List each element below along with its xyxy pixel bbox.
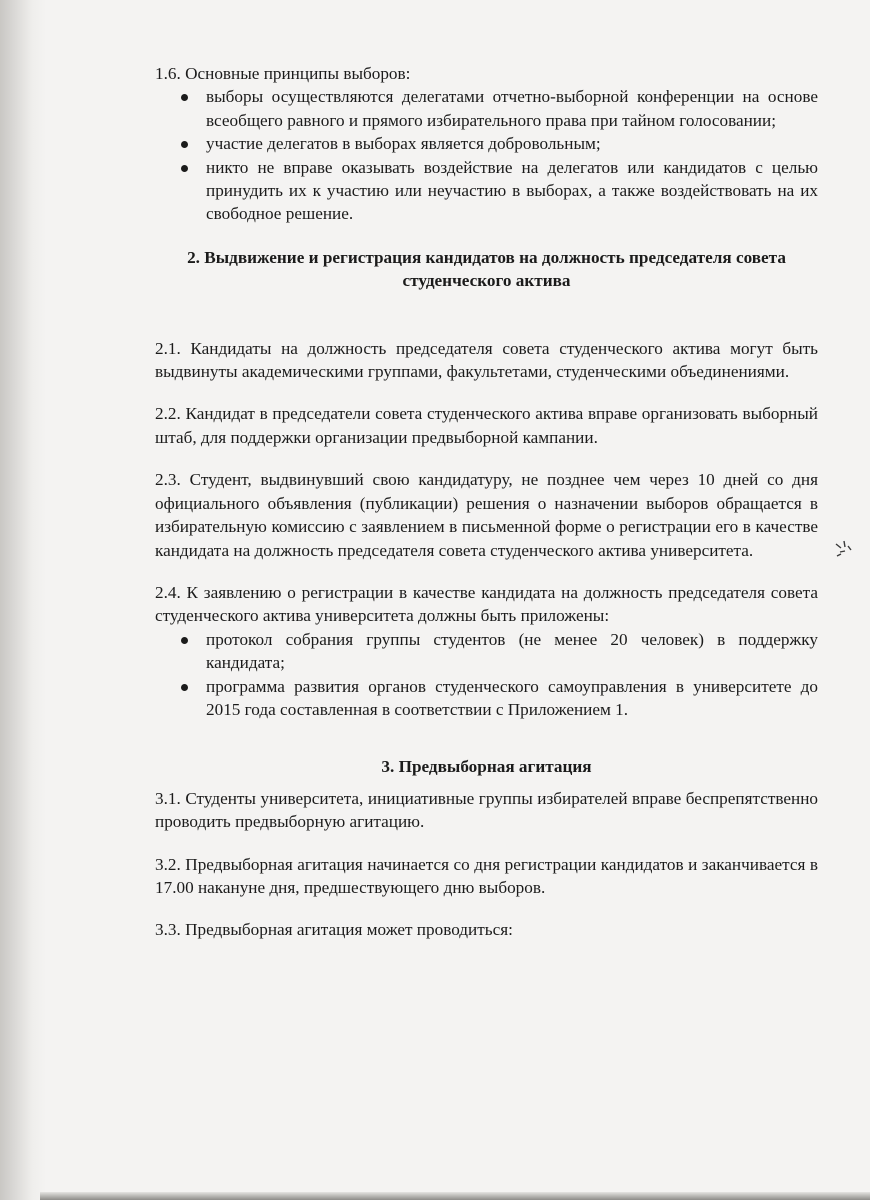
paragraph-3-1: 3.1. Студенты университета, инициативные группы избирателей вправе беспрепятственно проводить предвыборную агитацию. (155, 788, 818, 832)
list-item: выборы осуществляются делегатами отчетно-выборной конференции на основе всеобщего равного и прямого избирательного права при тайном голосовании; (155, 85, 818, 132)
document-body (155, 62, 818, 942)
list-item: никто не вправе оказывать воздействие на делегатов или кандидатов с целью принудить их к участию или неучастию в выборах, а также воздействовать на их свободное решение. (155, 156, 818, 226)
attachments-list (155, 628, 818, 722)
paragraph-2-2: 2.2. Кандидат в председатели совета студенческого актива вправе организовать выборный штаб, для поддержки организации предвыборной кампании. (155, 404, 818, 447)
paragraph-3-2: 3.2. Предвыборная агитация начинается со дня регистрации кандидатов и заканчивается в 17.00 накануне дня, предшествующего дню выборов. (155, 854, 818, 897)
section-3-title: 3. Предвыборная агитация (381, 757, 592, 777)
ink-mark-icon (832, 538, 854, 560)
paragraph-2-3: 2.3. Студент, выдвинувший свою кандидатуру, не позднее чем через 10 дней со дня официального объявления (публикации) решения о назначении выборов обращается в избирательную комиссию с заявлением в письменной форме о регистрации его в качестве кандидата на должность председателя совета студенческого актива университета. (155, 470, 818, 560)
list-item: протокол собрания группы студентов (не менее 20 человек) в поддержку кандидата; (155, 628, 818, 675)
principles-list (155, 85, 818, 225)
page-edge-shadow (0, 0, 46, 1200)
paragraph-2-4: 2.4. К заявлению о регистрации в качестве кандидата на должность председателя совета студенческого актива университета должны быть приложены: (155, 582, 818, 626)
list-item: программа развития органов студенческого самоуправления в университете до 2015 года составленная в соответствии с Приложением 1. (155, 675, 818, 722)
paragraph-2-1: 2.1. Кандидаты на должность председателя совета студенческого актива могут быть выдвинуты академическими группами, факультетами, студенческими объединениями. (155, 338, 818, 382)
paragraph-3-3: 3.3. Предвыборная агитация может проводиться: (155, 920, 513, 940)
section-2-title: 2. Выдвижение и регистрация кандидатов на должность председателя совета студенческого актива (187, 247, 786, 291)
item-1-6: 1.6. Основные принципы выборов: (155, 64, 411, 83)
page-bottom-edge (40, 1192, 870, 1200)
list-item: участие делегатов в выборах является добровольным; (155, 132, 818, 155)
